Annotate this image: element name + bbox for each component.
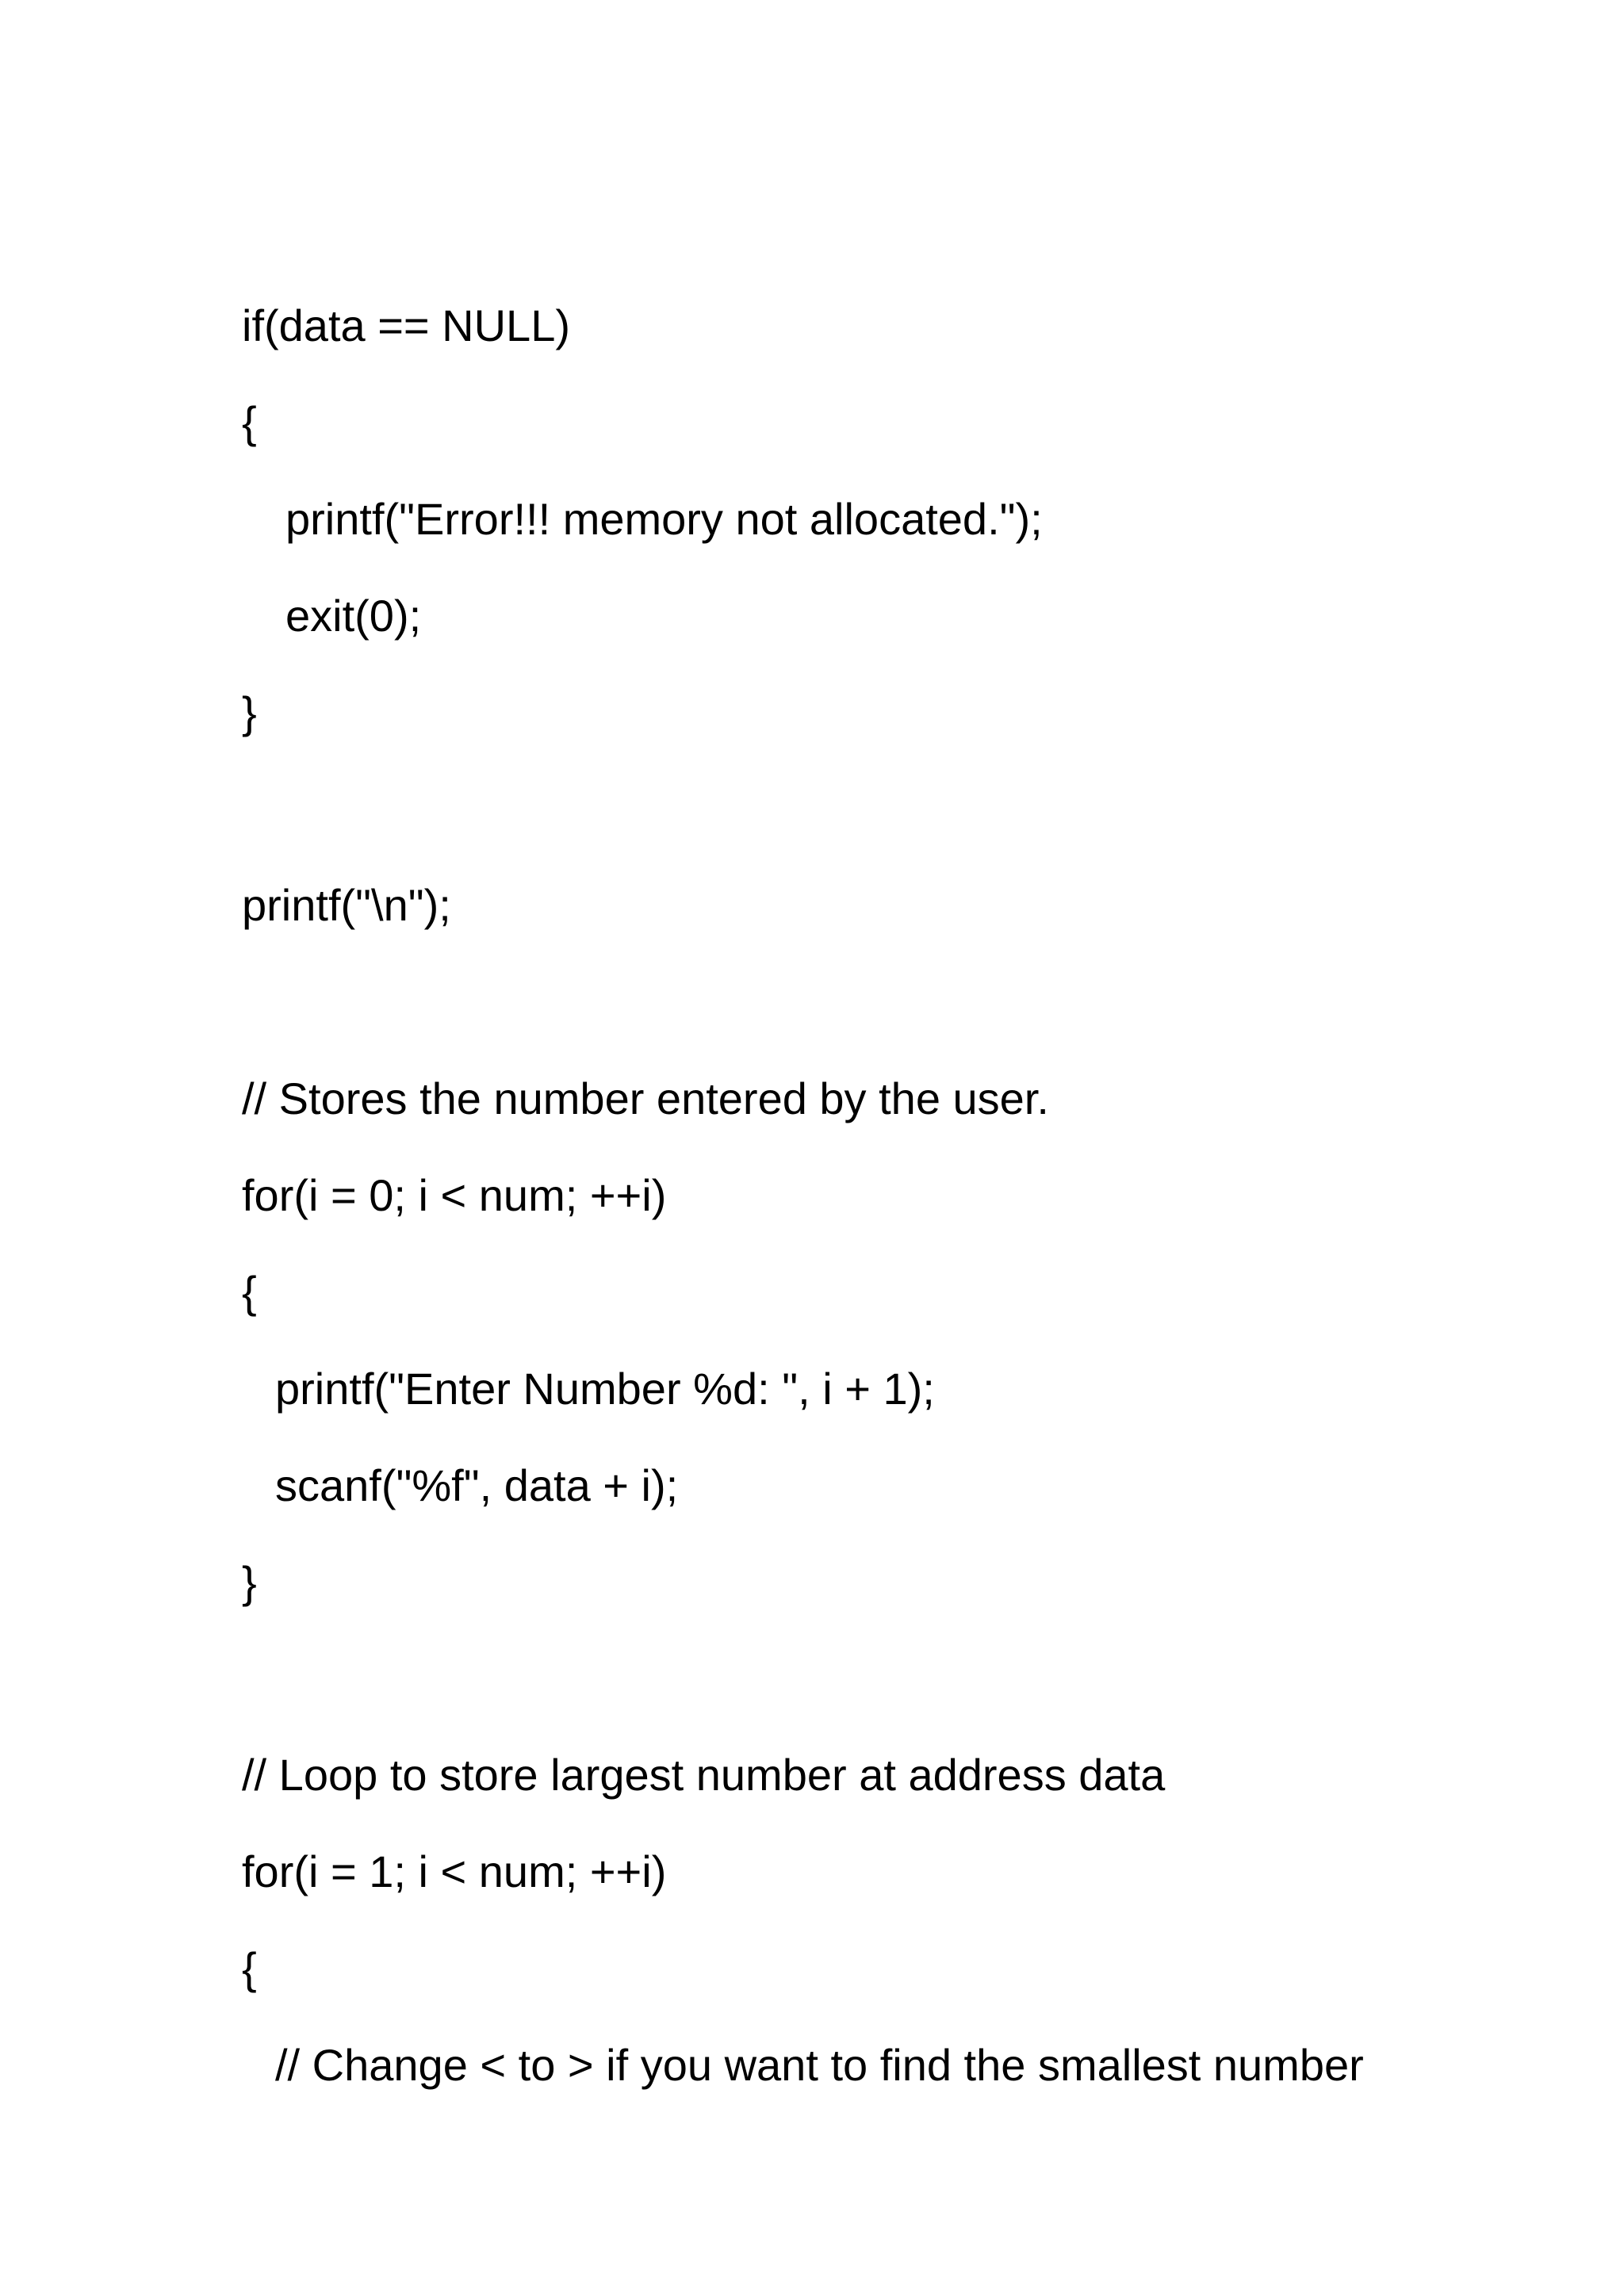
code-line-printf-error: printf("Error!!! memory not allocated.");	[285, 494, 1043, 544]
code-line-for-largest: for(i = 1; i < num; ++i)	[242, 1846, 667, 1896]
code-line-exit: exit(0);	[285, 591, 422, 641]
code-line-close-brace: }	[242, 1557, 257, 1607]
code-line-open-brace: {	[242, 1943, 257, 1993]
code-line-scanf: scanf("%f", data + i);	[275, 1460, 679, 1510]
code-comment-change: // Change < to > if you want to find the smallest number	[275, 2040, 1364, 2090]
code-line-printf-enter: printf("Enter Number %d: ", i + 1);	[275, 1364, 935, 1414]
code-line-open-brace: {	[242, 397, 257, 447]
code-line-open-brace: {	[242, 1267, 257, 1317]
code-comment-loop: // Loop to store largest number at address data	[242, 1750, 1166, 1800]
code-line-for-input: for(i = 0; i < num; ++i)	[242, 1170, 667, 1220]
code-line-if-null: if(data == NULL)	[242, 300, 570, 350]
code-line-close-brace: }	[242, 687, 257, 737]
code-line-printf-newline: printf("\n");	[242, 880, 451, 930]
code-comment-stores: // Stores the number entered by the user.	[242, 1073, 1049, 1123]
